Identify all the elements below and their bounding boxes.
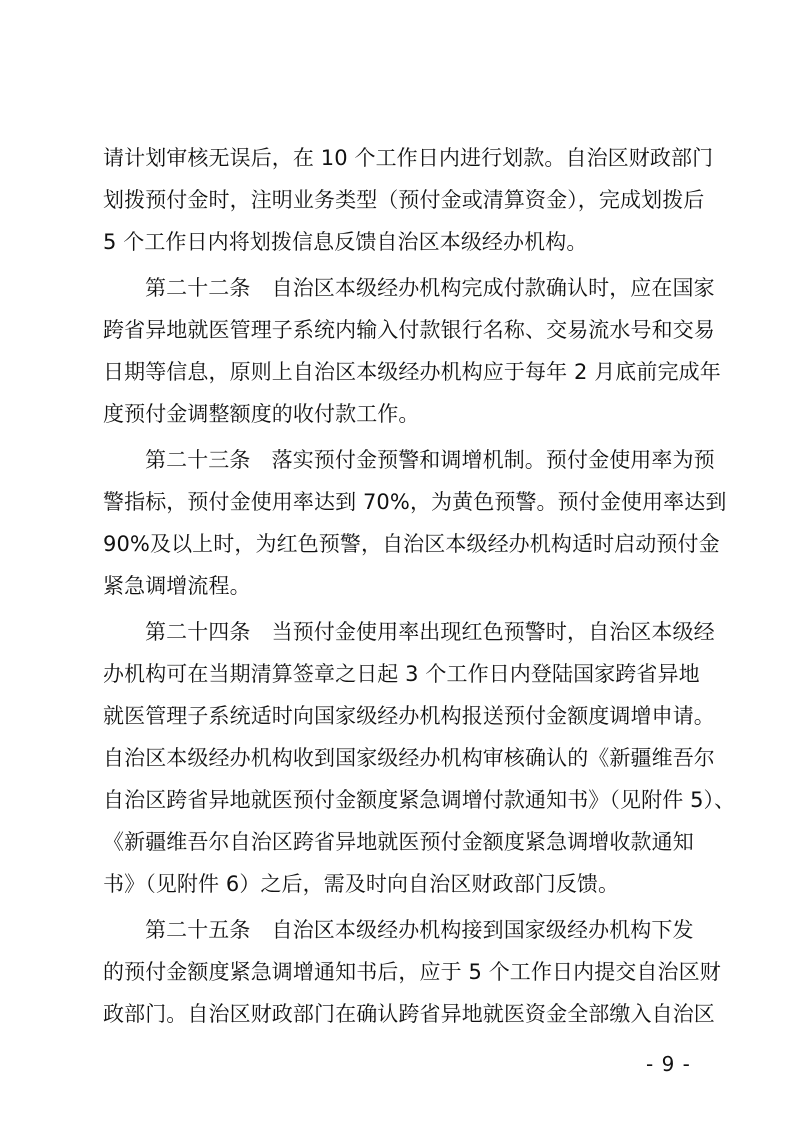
document-line-5: 跨省异地就医管理子系统内输入付款银行名称、交易流水号和交易 <box>103 318 715 342</box>
document-line-9: 警指标，预付金使用率达到 70%，为黄色预警。预付金使用率达到 <box>103 490 727 514</box>
document-line-6: 日期等信息，原则上自治区本级经办机构应于每年 2 月底前完成年 <box>103 360 721 384</box>
document-line-12: 第二十四条 当预付金使用率出现红色预警时，自治区本级经 <box>145 620 715 644</box>
document-line-17: 《新疆维吾尔自治区跨省异地就医预付金额度紧急调增收款通知 <box>103 830 694 854</box>
document-line-11: 紧急调增流程。 <box>103 574 251 598</box>
page-number: - 9 - <box>646 1052 691 1076</box>
document-line-13: 办机构可在当期清算签章之日起 3 个工作日内登陆国家跨省异地 <box>103 662 700 686</box>
document-line-14: 就医管理子系统适时向国家级经办机构报送预付金额度调增申请。 <box>103 704 715 728</box>
document-line-15: 自治区本级经办机构收到国家级经办机构审核确认的《新疆维吾尔 <box>103 746 715 770</box>
document-line-19: 第二十五条 自治区本级经办机构接到国家级经办机构下发 <box>145 918 694 942</box>
document-line-16: 自治区跨省异地就医预付金额度紧急调增付款通知书》（见附件 5）、 <box>103 788 736 812</box>
document-line-20: 的预付金额度紧急调增通知书后，应于 5 个工作日内提交自治区财 <box>103 960 721 984</box>
document-line-18: 书》（见附件 6）之后，需及时向自治区财政部门反馈。 <box>103 872 620 896</box>
document-line-21: 政部门。自治区财政部门在确认跨省异地就医资金全部缴入自治区 <box>103 1002 715 1026</box>
document-line-10: 90%及以上时，为红色预警，自治区本级经办机构适时启动预付金 <box>103 532 720 556</box>
document-line-2: 划拨预付金时，注明业务类型（预付金或清算资金），完成划拨后 <box>103 188 705 212</box>
document-line-4: 第二十二条 自治区本级经办机构完成付款确认时，应在国家 <box>145 276 715 300</box>
document-line-3: 5 个工作日内将划拨信息反馈自治区本级经办机构。 <box>103 230 588 254</box>
document-line-8: 第二十三条 落实预付金预警和调增机制。预付金使用率为预 <box>145 448 715 472</box>
document-line-1: 请计划审核无误后，在 10 个工作日内进行划款。自治区财政部门 <box>103 146 714 170</box>
document-line-7: 度预付金调整额度的收付款工作。 <box>103 402 420 426</box>
